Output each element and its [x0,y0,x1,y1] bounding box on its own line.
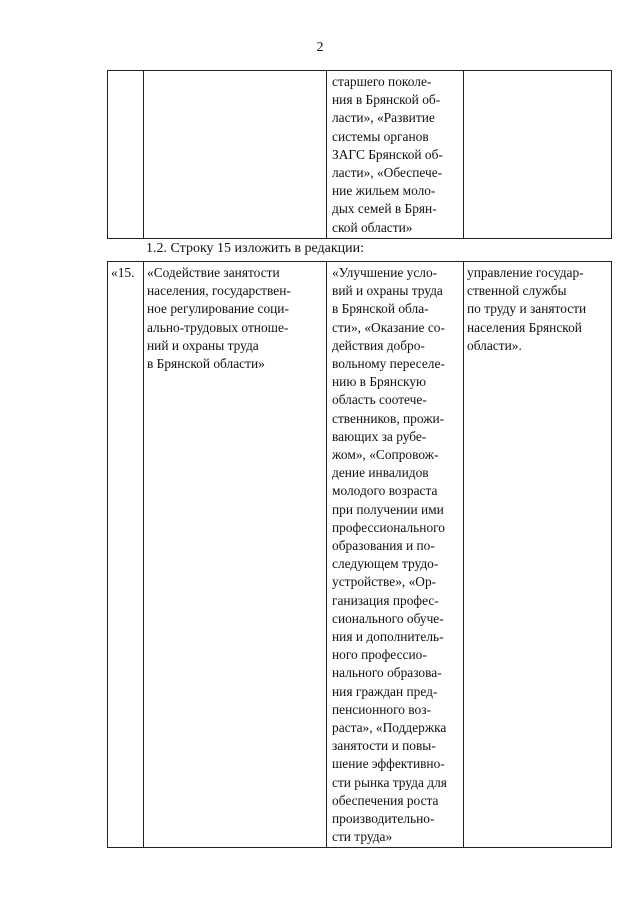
table-row [108,71,612,239]
cell-text: «Улучшение усло- вий и охраны труда в Брянской обла- сти», «Оказание со- действия добро- вольному переселе- нию в Брянскую область соотече- ственников, прожи- вающих за рубе- жом», «Сопровож- дение инвалидов молодого возраста при получении ими профессионального образования и по- следующем трудо- устройстве», «Ор- ганизация профес- сионального обуче- ния и дополнитель- ного профессио- нального образова- ния граждан пред- пенсионного воз- раста», «Поддержка занятости и повы- шение эффективно- сти рынка труда для обеспечения роста производительно- сти труда» [332,265,447,845]
table-cell-program [144,262,327,848]
table-cell-subprograms [327,262,464,848]
cell-text: управление государ- ственной службы по труду и занятости населения Брянской области». [467,265,587,353]
table-row [108,262,612,848]
table-row-15 [107,261,612,848]
table-cell-executor [464,71,612,239]
table-cell-subprograms [327,71,464,239]
cell-text: старшего поколе- ния в Брянской об- ласти», «Развитие системы органов ЗАГС Брянской об- ласти», «Обеспече- ние жильем моло- дых семей в Брян- ской области» [332,74,443,235]
cell-text: «Содействие занятости населения, государствен- ное регулирование соци- ально-трудовых отноше- ний и охраны труда в Брянской области» [147,265,291,372]
table-cell-number [108,262,144,848]
table-cell-executor [464,262,612,848]
table-cell-program [144,71,327,239]
cell-text: «15. [111,265,135,280]
table-continuation [107,70,612,239]
page-number: 2 [316,40,324,55]
table-cell-number [108,71,144,239]
instruction-text: 1.2. Строку 15 изложить в редакции: [146,241,365,256]
